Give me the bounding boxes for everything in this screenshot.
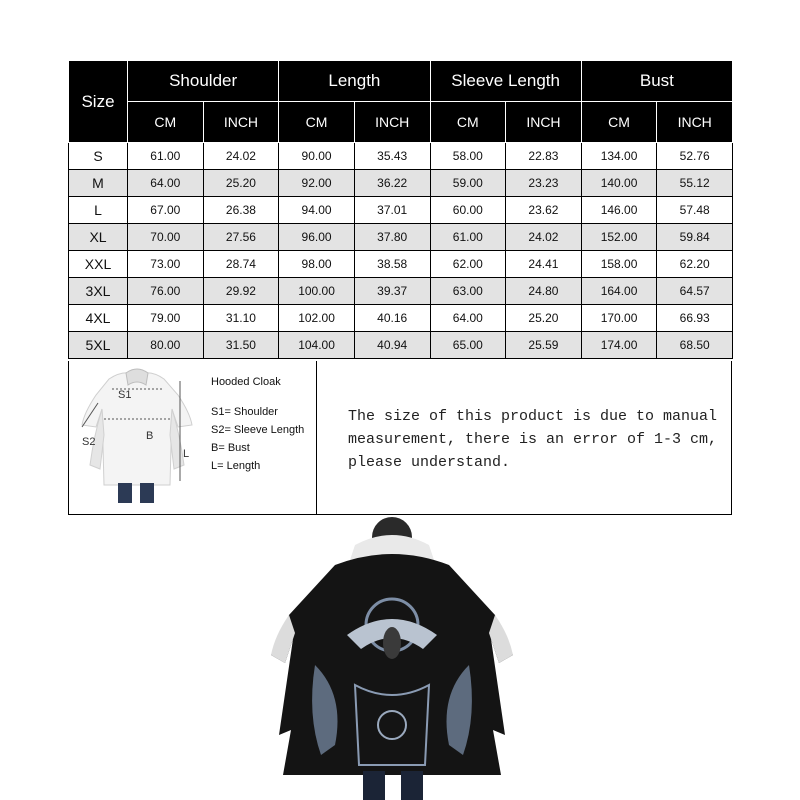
measurement-cell: 25.20 [506, 305, 582, 332]
legend-title: Hooded Cloak [211, 376, 281, 388]
measurement-cell: 36.22 [354, 170, 430, 197]
measurement-cell: 65.00 [430, 332, 506, 359]
cloak-measurement-diagram [74, 365, 199, 507]
measurement-cell: 100.00 [279, 278, 355, 305]
measurement-cell: 66.93 [657, 305, 733, 332]
unit-header: INCH [203, 102, 279, 143]
measurement-cell: 158.00 [581, 251, 657, 278]
size-chart-table [68, 60, 733, 359]
measurement-cell: 25.59 [506, 332, 582, 359]
legend-item: S1= Shoulder [211, 406, 278, 418]
legend-item: S2= Sleeve Length [211, 424, 305, 436]
measurement-cell: 62.00 [430, 251, 506, 278]
measurement-cell: 55.12 [657, 170, 733, 197]
measurement-cell: 29.92 [203, 278, 279, 305]
header-shoulder: Shoulder [128, 61, 279, 102]
measurement-cell: 152.00 [581, 224, 657, 251]
measurement-cell: 76.00 [128, 278, 204, 305]
measurement-cell: 24.02 [203, 143, 279, 170]
measurement-cell: 24.41 [506, 251, 582, 278]
measurement-cell: 64.00 [430, 305, 506, 332]
measurement-cell: 64.57 [657, 278, 733, 305]
measurement-cell: 37.01 [354, 197, 430, 224]
measurement-cell: 94.00 [279, 197, 355, 224]
measurement-cell: 90.00 [279, 143, 355, 170]
measurement-cell: 164.00 [581, 278, 657, 305]
size-cell: S [69, 143, 128, 170]
measurement-cell: 104.00 [279, 332, 355, 359]
measurement-cell: 38.58 [354, 251, 430, 278]
measurement-cell: 28.74 [203, 251, 279, 278]
measurement-cell: 134.00 [581, 143, 657, 170]
measurement-cell: 60.00 [430, 197, 506, 224]
measurement-legend [211, 373, 304, 475]
measurement-cell: 62.20 [657, 251, 733, 278]
measurement-cell: 31.10 [203, 305, 279, 332]
measurement-cell: 24.80 [506, 278, 582, 305]
header-bust: Bust [581, 61, 732, 102]
legend-item: L= Length [211, 460, 261, 472]
measurement-cell: 61.00 [128, 143, 204, 170]
measurement-cell: 102.00 [279, 305, 355, 332]
measurement-cell: 39.37 [354, 278, 430, 305]
legend-item: B= Bust [211, 442, 250, 454]
info-divider [316, 361, 317, 515]
table-row [69, 332, 733, 359]
unit-header: CM [430, 102, 506, 143]
diagram-label-l: L [183, 448, 190, 460]
diagram-label-s2: S2 [82, 436, 96, 448]
table-row [69, 251, 733, 278]
measurement-cell: 31.50 [203, 332, 279, 359]
unit-header: CM [128, 102, 204, 143]
measurement-cell: 52.76 [657, 143, 733, 170]
measurement-cell: 35.43 [354, 143, 430, 170]
unit-header: CM [581, 102, 657, 143]
measurement-cell: 61.00 [430, 224, 506, 251]
header-sleeve-length: Sleeve Length [430, 61, 581, 102]
measurement-cell: 146.00 [581, 197, 657, 224]
measurement-cell: 59.00 [430, 170, 506, 197]
measurement-info-box [68, 361, 732, 515]
size-cell: XL [69, 224, 128, 251]
diagram-label-s1: S1 [118, 389, 132, 401]
table-row [69, 170, 733, 197]
table-row [69, 305, 733, 332]
measurement-cell: 92.00 [279, 170, 355, 197]
diagram-label-b: B [146, 430, 154, 442]
measurement-cell: 63.00 [430, 278, 506, 305]
unit-header: CM [279, 102, 355, 143]
measurement-notice: The size of this product is due to manual measurement, there is an error of 1-3 cm, please understand. [348, 408, 718, 471]
measurement-cell: 24.02 [506, 224, 582, 251]
measurement-cell: 79.00 [128, 305, 204, 332]
size-cell: L [69, 197, 128, 224]
size-column-header: Size [69, 61, 128, 143]
size-cell: M [69, 170, 128, 197]
header-length: Length [279, 61, 430, 102]
measurement-cell: 59.84 [657, 224, 733, 251]
measurement-cell: 70.00 [128, 224, 204, 251]
measurement-cell: 22.83 [506, 143, 582, 170]
measurement-cell: 40.16 [354, 305, 430, 332]
measurement-cell: 67.00 [128, 197, 204, 224]
size-cell: 3XL [69, 278, 128, 305]
measurement-cell: 68.50 [657, 332, 733, 359]
measurement-cell: 26.38 [203, 197, 279, 224]
measurement-cell: 96.00 [279, 224, 355, 251]
measurement-cell: 170.00 [581, 305, 657, 332]
table-row [69, 143, 733, 170]
measurement-cell: 58.00 [430, 143, 506, 170]
size-cell: 5XL [69, 332, 128, 359]
measurement-cell: 140.00 [581, 170, 657, 197]
measurement-cell: 174.00 [581, 332, 657, 359]
size-cell: 4XL [69, 305, 128, 332]
measurement-cell: 64.00 [128, 170, 204, 197]
measurement-cell: 80.00 [128, 332, 204, 359]
table-row [69, 197, 733, 224]
measurement-cell: 25.20 [203, 170, 279, 197]
measurement-cell: 40.94 [354, 332, 430, 359]
hooded-cloak-product-image [255, 515, 530, 800]
unit-header: INCH [354, 102, 430, 143]
size-cell: XXL [69, 251, 128, 278]
measurement-cell: 23.62 [506, 197, 582, 224]
measurement-cell: 98.00 [279, 251, 355, 278]
measurement-cell: 23.23 [506, 170, 582, 197]
table-row [69, 224, 733, 251]
table-row [69, 278, 733, 305]
unit-header: INCH [506, 102, 582, 143]
size-table-body [69, 143, 733, 359]
unit-header: INCH [657, 102, 733, 143]
measurement-cell: 27.56 [203, 224, 279, 251]
measurement-cell: 57.48 [657, 197, 733, 224]
measurement-cell: 73.00 [128, 251, 204, 278]
measurement-cell: 37.80 [354, 224, 430, 251]
